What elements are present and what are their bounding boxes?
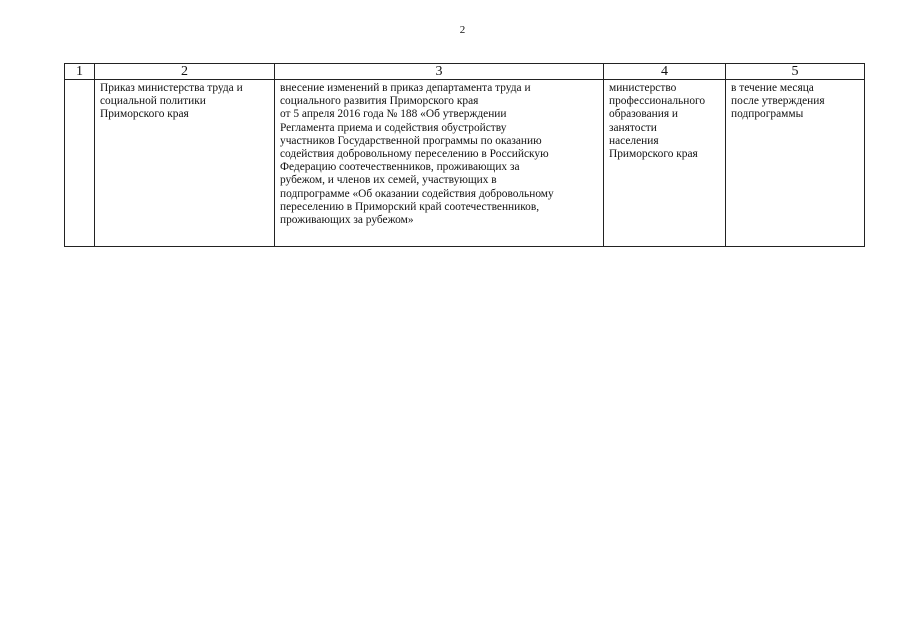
column-header-4: 4 <box>604 64 726 80</box>
responsible-line: населения <box>609 134 659 147</box>
responsible-line: профессионального <box>609 95 706 108</box>
responsible-line: занятости <box>609 121 657 134</box>
column-header-3: 3 <box>275 64 604 80</box>
description-line: Федерацию соотечественников, проживающих за <box>280 161 520 174</box>
description-line: рубежом, и членов их семей, участвующих в <box>280 174 497 187</box>
document-name-text <box>95 80 274 122</box>
page-number: 2 <box>459 24 466 36</box>
description-line: от 5 апреля 2016 года № 188 «Об утверждении <box>280 108 507 121</box>
cell-responsible <box>604 80 726 247</box>
description-line: участников Государственной программы по оказанию <box>280 134 542 147</box>
responsible-line: Приморского края <box>609 148 698 161</box>
document-table <box>64 63 865 247</box>
deadline-text <box>726 80 864 122</box>
deadline-line: подпрограммы <box>731 108 804 121</box>
description-line: переселению в Приморский край соотечественников, <box>280 200 540 213</box>
document-name-line: Приказ министерства труда и <box>100 82 243 94</box>
document-name-line: Приморского края <box>100 108 189 121</box>
cell-deadline <box>726 80 865 247</box>
cell-number-text <box>65 80 94 82</box>
description-line: подпрограмме «Об оказании содействия добровольному <box>280 187 554 200</box>
description-line: Регламента приема и содействия обустройству <box>280 121 507 134</box>
responsible-text <box>604 80 725 161</box>
description-line: содействия добровольному переселению в Российскую <box>280 148 549 161</box>
table-header-row <box>65 64 865 80</box>
document-name-line: социальной политики <box>100 95 206 108</box>
cell-number <box>65 80 95 247</box>
responsible-line: образования и <box>609 108 679 121</box>
description-line: проживающих за рубежом» <box>280 214 414 227</box>
deadline-line: после утверждения <box>731 95 825 108</box>
column-header-2: 2 <box>95 64 275 80</box>
deadline-line: в течение месяца <box>731 82 814 94</box>
description-text <box>275 80 603 227</box>
description-line: внесение изменений в приказ департамента труда и <box>280 82 531 94</box>
cell-description <box>275 80 604 247</box>
table-row <box>65 80 865 247</box>
responsible-line: министерство <box>609 82 677 94</box>
column-header-1: 1 <box>65 64 95 80</box>
column-header-5: 5 <box>726 64 865 80</box>
cell-document-name <box>95 80 275 247</box>
description-line: социального развития Приморского края <box>280 95 479 108</box>
